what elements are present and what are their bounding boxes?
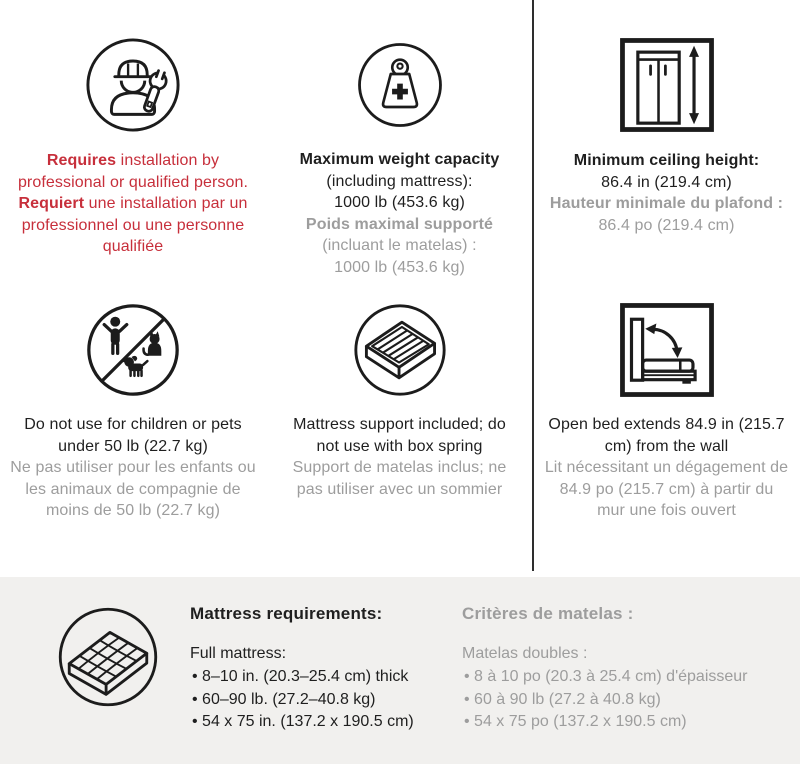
no-children-pets-text: [10, 414, 256, 522]
panel-installation: [0, 0, 266, 278]
installation-text-en: [13, 150, 253, 193]
mattress-bullet-en-size: • 54 x 75 in. (137.2 x 190.5 cm): [190, 711, 430, 734]
mattress-requirements-subtitle-fr: Matelas doubles :: [462, 644, 588, 662]
installation-en-bold: Requires: [46, 152, 117, 169]
ceiling-value-en: 86.4 in (219.4 cm): [601, 173, 732, 191]
ceiling-height-text: [550, 150, 783, 236]
panel-no-children-pets: [0, 278, 266, 576]
no-children-pets-text-fr: Ne pas utiliser pour les enfants ou les animaux de compagnie de moins de 50 lb (22.7 kg): [10, 459, 256, 519]
ceiling-title-en: Minimum ceiling height:: [573, 152, 760, 169]
installation-text: [13, 150, 253, 258]
mattress-bullet-fr-weight: • 60 à 90 lb (27.2 à 40.8 kg): [462, 689, 792, 712]
weight-capacity-text: [300, 149, 500, 278]
mattress-support-text-fr: Support de matelas inclus; ne pas utiliser avec un sommier: [292, 459, 507, 498]
mattress-bullet-fr-thickness: • 8 à 10 po (20.3 à 25.4 cm) d'épaisseur: [462, 666, 792, 689]
panel-ceiling-height: [533, 0, 800, 278]
panel-open-bed: [533, 278, 800, 576]
column-divider: [532, 0, 534, 571]
open-bed-icon: [614, 294, 720, 406]
weight-sub-en: (including mattress):: [326, 172, 473, 190]
mattress-requirements-title-en: Mattress requirements:: [190, 604, 383, 623]
installation-fr-rest: une installation par un professionnel ou une personne qualifiée: [21, 195, 248, 255]
weight-value-fr: 1000 lb (453.6 kg): [334, 258, 465, 276]
weight-sub-fr: (incluant le matelas) :: [322, 237, 477, 254]
weight-title-fr: Poids maximal supporté: [305, 215, 494, 233]
open-bed-text-fr: Lit nécessitant un dégagement de 84.9 po (215.7 cm) à partir du mur une fois ouvert: [544, 459, 789, 519]
mattress-requirements-band: [0, 577, 800, 764]
mattress-requirements-en: [190, 603, 430, 734]
mattress-support-text-en: Mattress support included; do not use with box spring: [293, 416, 506, 455]
installation-fr-bold: Requiert: [18, 195, 85, 212]
no-children-pets-text-en: Do not use for children or pets under 50 lb (22.7 kg): [24, 416, 242, 455]
mattress-bullet-fr-size: • 54 x 75 po (137.2 x 190.5 cm): [462, 711, 792, 734]
mattress-bullet-en-thickness: • 8–10 in. (20.3–25.4 cm) thick: [190, 666, 430, 689]
ceiling-value-fr: 86.4 po (219.4 cm): [598, 216, 735, 234]
weight-capacity-icon: [356, 30, 444, 139]
panel-weight-capacity: [266, 0, 533, 278]
open-bed-text-en: Open bed extends 84.9 in (215.7 cm) from the wall: [548, 416, 785, 455]
mattress-requirements-fr: [462, 603, 792, 734]
no-children-pets-icon: [85, 294, 181, 406]
mattress-support-icon: [352, 294, 448, 406]
mattress-icon: [56, 605, 160, 709]
mattress-requirements-subtitle-en: Full mattress:: [190, 644, 287, 662]
panel-mattress-support: [266, 278, 533, 576]
mattress-support-text: [282, 414, 518, 500]
installation-en-rest: installation by professional or qualified person.: [17, 152, 249, 191]
mattress-bullet-en-weight: • 60–90 lb. (27.2–40.8 kg): [190, 689, 430, 712]
installation-text-fr: [13, 193, 253, 258]
installer-icon: [84, 30, 182, 140]
weight-title-en: Maximum weight capacity: [299, 151, 500, 168]
ceiling-title-fr: Hauteur minimale du plafond :: [549, 195, 784, 212]
ceiling-height-icon: [614, 30, 720, 140]
open-bed-text: [544, 414, 790, 522]
mattress-requirements-title-fr: Critères de matelas :: [462, 604, 634, 623]
weight-value-en: 1000 lb (453.6 kg): [334, 194, 465, 211]
